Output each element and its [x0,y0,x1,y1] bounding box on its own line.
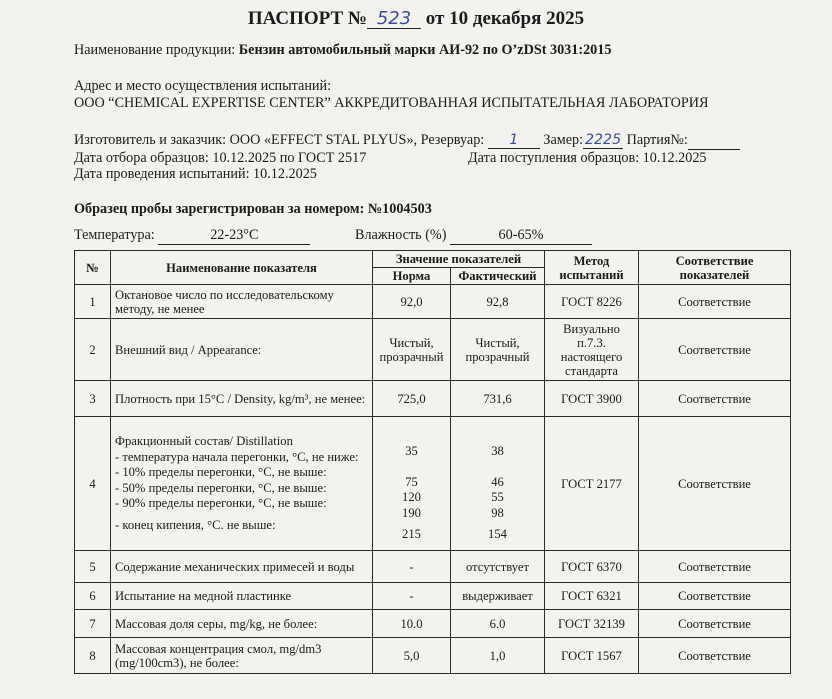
row-name: Содержание механических примесей и воды [111,551,373,583]
distillation-item-name: - температура начала перегонки, °С, не ниже: [115,449,359,464]
row-actual: отсутствует [451,551,545,583]
row-compliance: Соответствие [639,638,791,674]
address-value: ООО “CHEMICAL EXPERTISE CENTER” АККРЕДИТОВАННАЯ ИСПЫТАТЕЛЬНАЯ ЛАБОРАТОРИЯ [74,95,709,111]
product-line [74,42,611,59]
distillation-item-name: - 10% пределы перегонки, °С, не выше: [115,465,327,479]
table-row [75,583,791,610]
distillation-item-name: - 50% пределы перегонки, °С, не выше: [115,480,327,495]
table-row [75,285,791,319]
row-compliance: Соответствие [639,285,791,319]
table-row-distillation [75,417,791,551]
row-method: ГОСТ 8226 [545,285,639,319]
row-name: Внешний вид / Appearance: [111,319,373,381]
title-suffix: от 10 декабря 2025 [425,8,585,29]
sampling-date: Дата отбора образцов: 10.12.2025 по ГОСТ 2517 [74,150,367,166]
row-norm: 5,0 [373,638,451,674]
row-method: ГОСТ 6321 [545,583,639,610]
row-actual: 731,6 [451,381,545,417]
row-num: 1 [75,285,111,319]
receipt-date: Дата поступления образцов: 10.12.2025 [468,150,707,166]
table-row [75,381,791,417]
row-name: Плотность при 15°С / Density, kg/m³, не менее: [111,381,373,417]
row-actual: выдерживает [451,583,545,610]
table-row [75,551,791,583]
humidity-label: Влажность (%) [355,227,447,243]
document-title [0,8,832,30]
row-method: ГОСТ 3900 [545,381,639,417]
row-norm: 725,0 [373,381,451,417]
table-row [75,610,791,638]
row-method: ГОСТ 6370 [545,551,639,583]
row-actual: 6.0 [451,610,545,638]
distillation-norm: 75 [405,474,418,489]
humidity-value: 60-65% [450,227,592,245]
row-name: Массовая доля серы, mg/kg, не более: [111,610,373,638]
row-norm: - [373,551,451,583]
row-num: 7 [75,610,111,638]
passport-number-handwritten: 523 [367,10,421,29]
row-norm: 92,0 [373,285,451,319]
row-compliance: Соответствие [639,417,791,551]
distillation-item-name: - 90% пределы перегонки, °С, не выше: [115,496,327,510]
row-actual: 1,0 [451,638,545,674]
row-compliance: Соответствие [639,381,791,417]
header-values: Значение показателей [373,251,545,268]
row-actual: Чистый, прозрачный [451,319,545,381]
manufacturer-label: Изготовитель и заказчик: ООО «EFFECT STAL PLYUS», Резервуар: [74,132,485,148]
row-num: 3 [75,381,111,417]
distillation-norms [373,417,451,551]
temp-label: Температура: [74,227,155,243]
distillation-norm: 190 [402,505,421,520]
distillation-actual: 154 [488,527,507,541]
conditions-line [74,227,310,245]
distillation-actuals [451,417,545,551]
table-header-row [75,251,791,268]
header-norm: Норма [373,268,451,285]
row-method: ГОСТ 1567 [545,638,639,674]
humidity-line [355,227,592,245]
row-method: Визуально п.7.3. настоящего стандарта [545,319,639,381]
row-name: Массовая концентрация смол, mg/dm3 (mg/100cm3), не более: [111,638,373,674]
row-num: 5 [75,551,111,583]
testing-date: Дата проведения испытаний: 10.12.2025 [74,166,317,182]
row-num: 4 [75,417,111,551]
distillation-actual: 98 [491,505,504,520]
distillation-norm: 35 [405,443,418,458]
address-label: Адрес и место осуществления испытаний: [74,78,332,94]
distillation-names [111,417,373,551]
product-label: Наименование продукции: [74,42,236,58]
header-compliance: Соответствие показателей [639,251,791,285]
row-num: 6 [75,583,111,610]
measure-label: Замер: [543,132,584,148]
title-prefix: ПАСПОРТ № [247,8,368,29]
row-name: Октановое число по исследовательскому методу, не менее [111,285,373,319]
batch-blank [688,132,740,150]
distillation-actual: 55 [491,490,504,504]
sample-registration: Образец пробы зарегистрирован за номером: №1004503 [74,201,432,217]
distillation-norm: 215 [402,527,421,541]
row-method: ГОСТ 2177 [545,417,639,551]
header-name: Наименование показателя [111,251,373,285]
table-row [75,319,791,381]
table-row [75,638,791,674]
distillation-norm: 120 [402,490,421,504]
row-compliance: Соответствие [639,319,791,381]
row-actual: 92,8 [451,285,545,319]
header-num: № [75,251,111,285]
distillation-title: Фракционный состав/ Distillation [115,434,293,448]
row-norm: - [373,583,451,610]
row-num: 2 [75,319,111,381]
row-compliance: Соответствие [639,551,791,583]
distillation-actual: 46 [491,474,504,489]
tank-number-handwritten: 1 [488,132,540,149]
row-compliance: Соответствие [639,583,791,610]
distillation-actual: 38 [491,443,504,458]
measure-handwritten: 2225 [585,132,622,148]
manufacturer-line [74,132,740,150]
test-results-table [74,250,791,674]
batch-label: Партия№: [626,132,688,148]
distillation-item-name: - конец кипения, °С. не выше: [115,517,276,532]
row-method: ГОСТ 32139 [545,610,639,638]
row-norm: 10.0 [373,610,451,638]
row-name: Испытание на медной пластинке [111,583,373,610]
product-value: Бензин автомобильный марки АИ-92 по O’zDSt 3031:2015 [238,42,612,58]
header-actual: Фактический [451,268,545,285]
row-compliance: Соответствие [639,610,791,638]
row-norm: Чистый, прозрачный [373,319,451,381]
row-num: 8 [75,638,111,674]
temp-value: 22-23°С [158,227,310,245]
header-method: Метод испытаний [545,251,639,285]
